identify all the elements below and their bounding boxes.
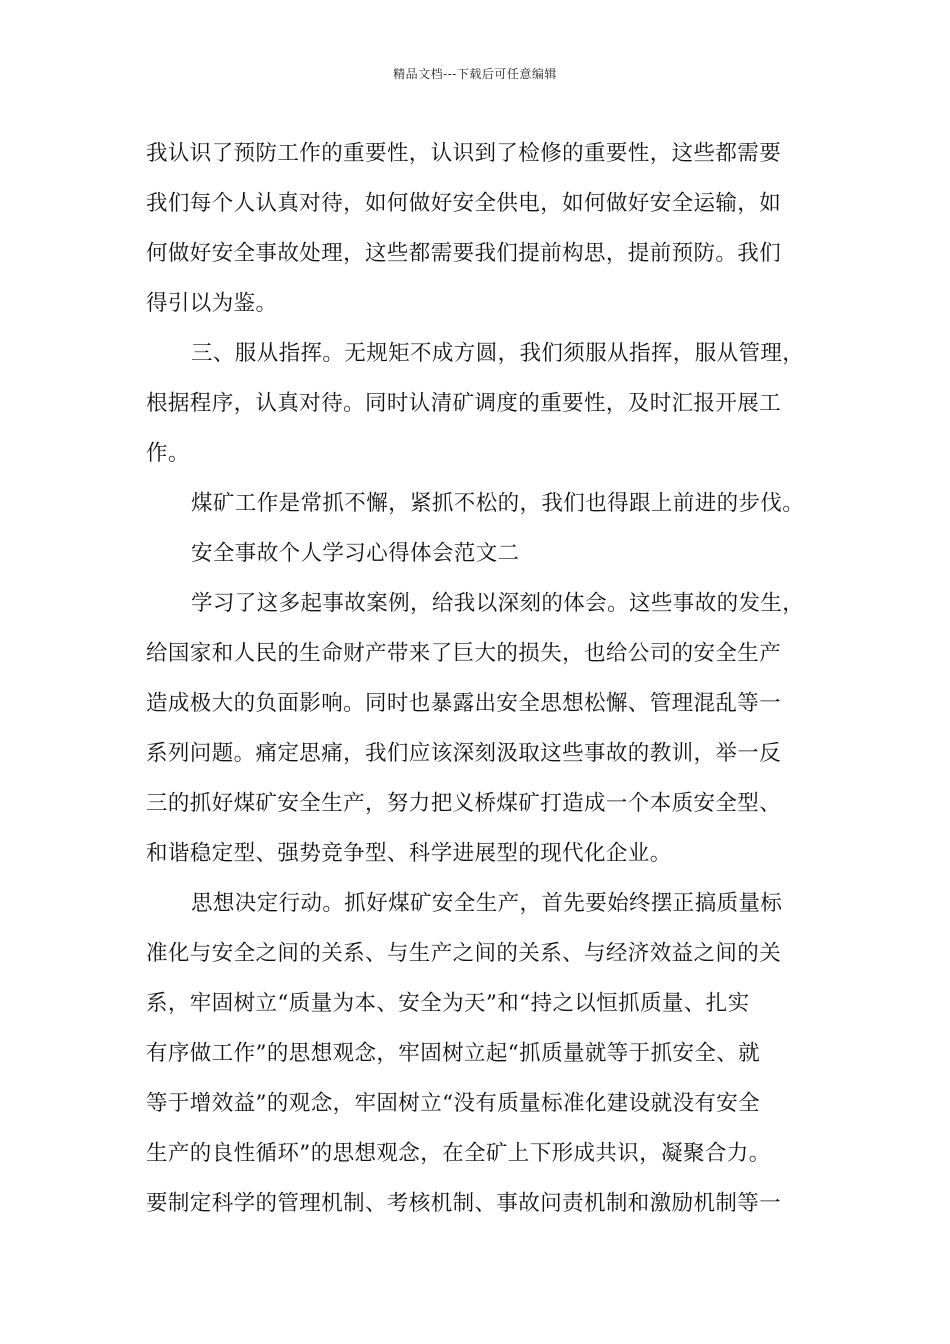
page-header: 精品文档---下载后可任意编辑 — [393, 67, 557, 81]
text-line: 三的抓好煤矿安全生产，努力把义桥煤矿打造成一个本质安全型、 — [146, 791, 782, 816]
text-line: 三、服从指挥。无规矩不成方圆，我们须服从指挥，服从管理， — [191, 341, 805, 366]
text-line: 学习了这多起事故案例，给我以深刻的体会。这些事故的发生， — [191, 591, 805, 616]
text-line: 要制定科学的管理机制、考核机制、事故问责机制和激励机制等一 — [146, 1191, 782, 1216]
text-line: 作。 — [146, 441, 190, 466]
text-line: 我们每个人认真对待，如何做好安全供电，如何做好安全运输，如 — [146, 191, 782, 216]
text-line: 生产的良性循环”的思想观念，在全矿上下形成共识，凝聚合力。 — [146, 1141, 771, 1166]
text-line: 煤矿工作是常抓不懈，紧抓不松的，我们也得跟上前进的步伐。 — [191, 491, 805, 516]
text-line: 思想决定行动。抓好煤矿安全生产，首先要始终摆正搞质量标 — [191, 891, 783, 916]
section-heading: 安全事故个人学习心得体会范文二 — [191, 541, 520, 566]
text-line: 系列问题。痛定思痛，我们应该深刻汲取这些事故的教训，举一反 — [146, 741, 782, 766]
text-line: 系，牢固树立“质量为本、安全为天”和“持之以恒抓质量、扎实 — [146, 991, 750, 1016]
text-line: 等于增效益”的观念，牢固树立“没有质量标准化建设就没有安全 — [146, 1091, 761, 1116]
text-line: 我认识了预防工作的重要性，认识到了检修的重要性，这些都需要 — [146, 141, 782, 166]
text-line: 造成极大的负面影响。同时也暴露出安全思想松懈、管理混乱等一 — [146, 691, 782, 716]
text-line: 根据程序，认真对待。同时认清矿调度的重要性，及时汇报开展工 — [146, 391, 782, 416]
document-body — [146, 129, 812, 1229]
text-line: 有序做工作”的思想观念，牢固树立起“抓质量就等于抓安全、就 — [146, 1041, 761, 1066]
text-line: 和谐稳定型、强势竞争型、科学进展型的现代化企业。 — [146, 841, 672, 866]
text-line: 准化与安全之间的关系、与生产之间的关系、与经济效益之间的关 — [146, 941, 782, 966]
text-line: 何做好安全事故处理，这些都需要我们提前构思，提前预防。我们 — [146, 241, 782, 266]
text-line: 给国家和人民的生命财产带来了巨大的损失，也给公司的安全生产 — [146, 641, 782, 666]
text-line: 得引以为鉴。 — [146, 291, 278, 316]
